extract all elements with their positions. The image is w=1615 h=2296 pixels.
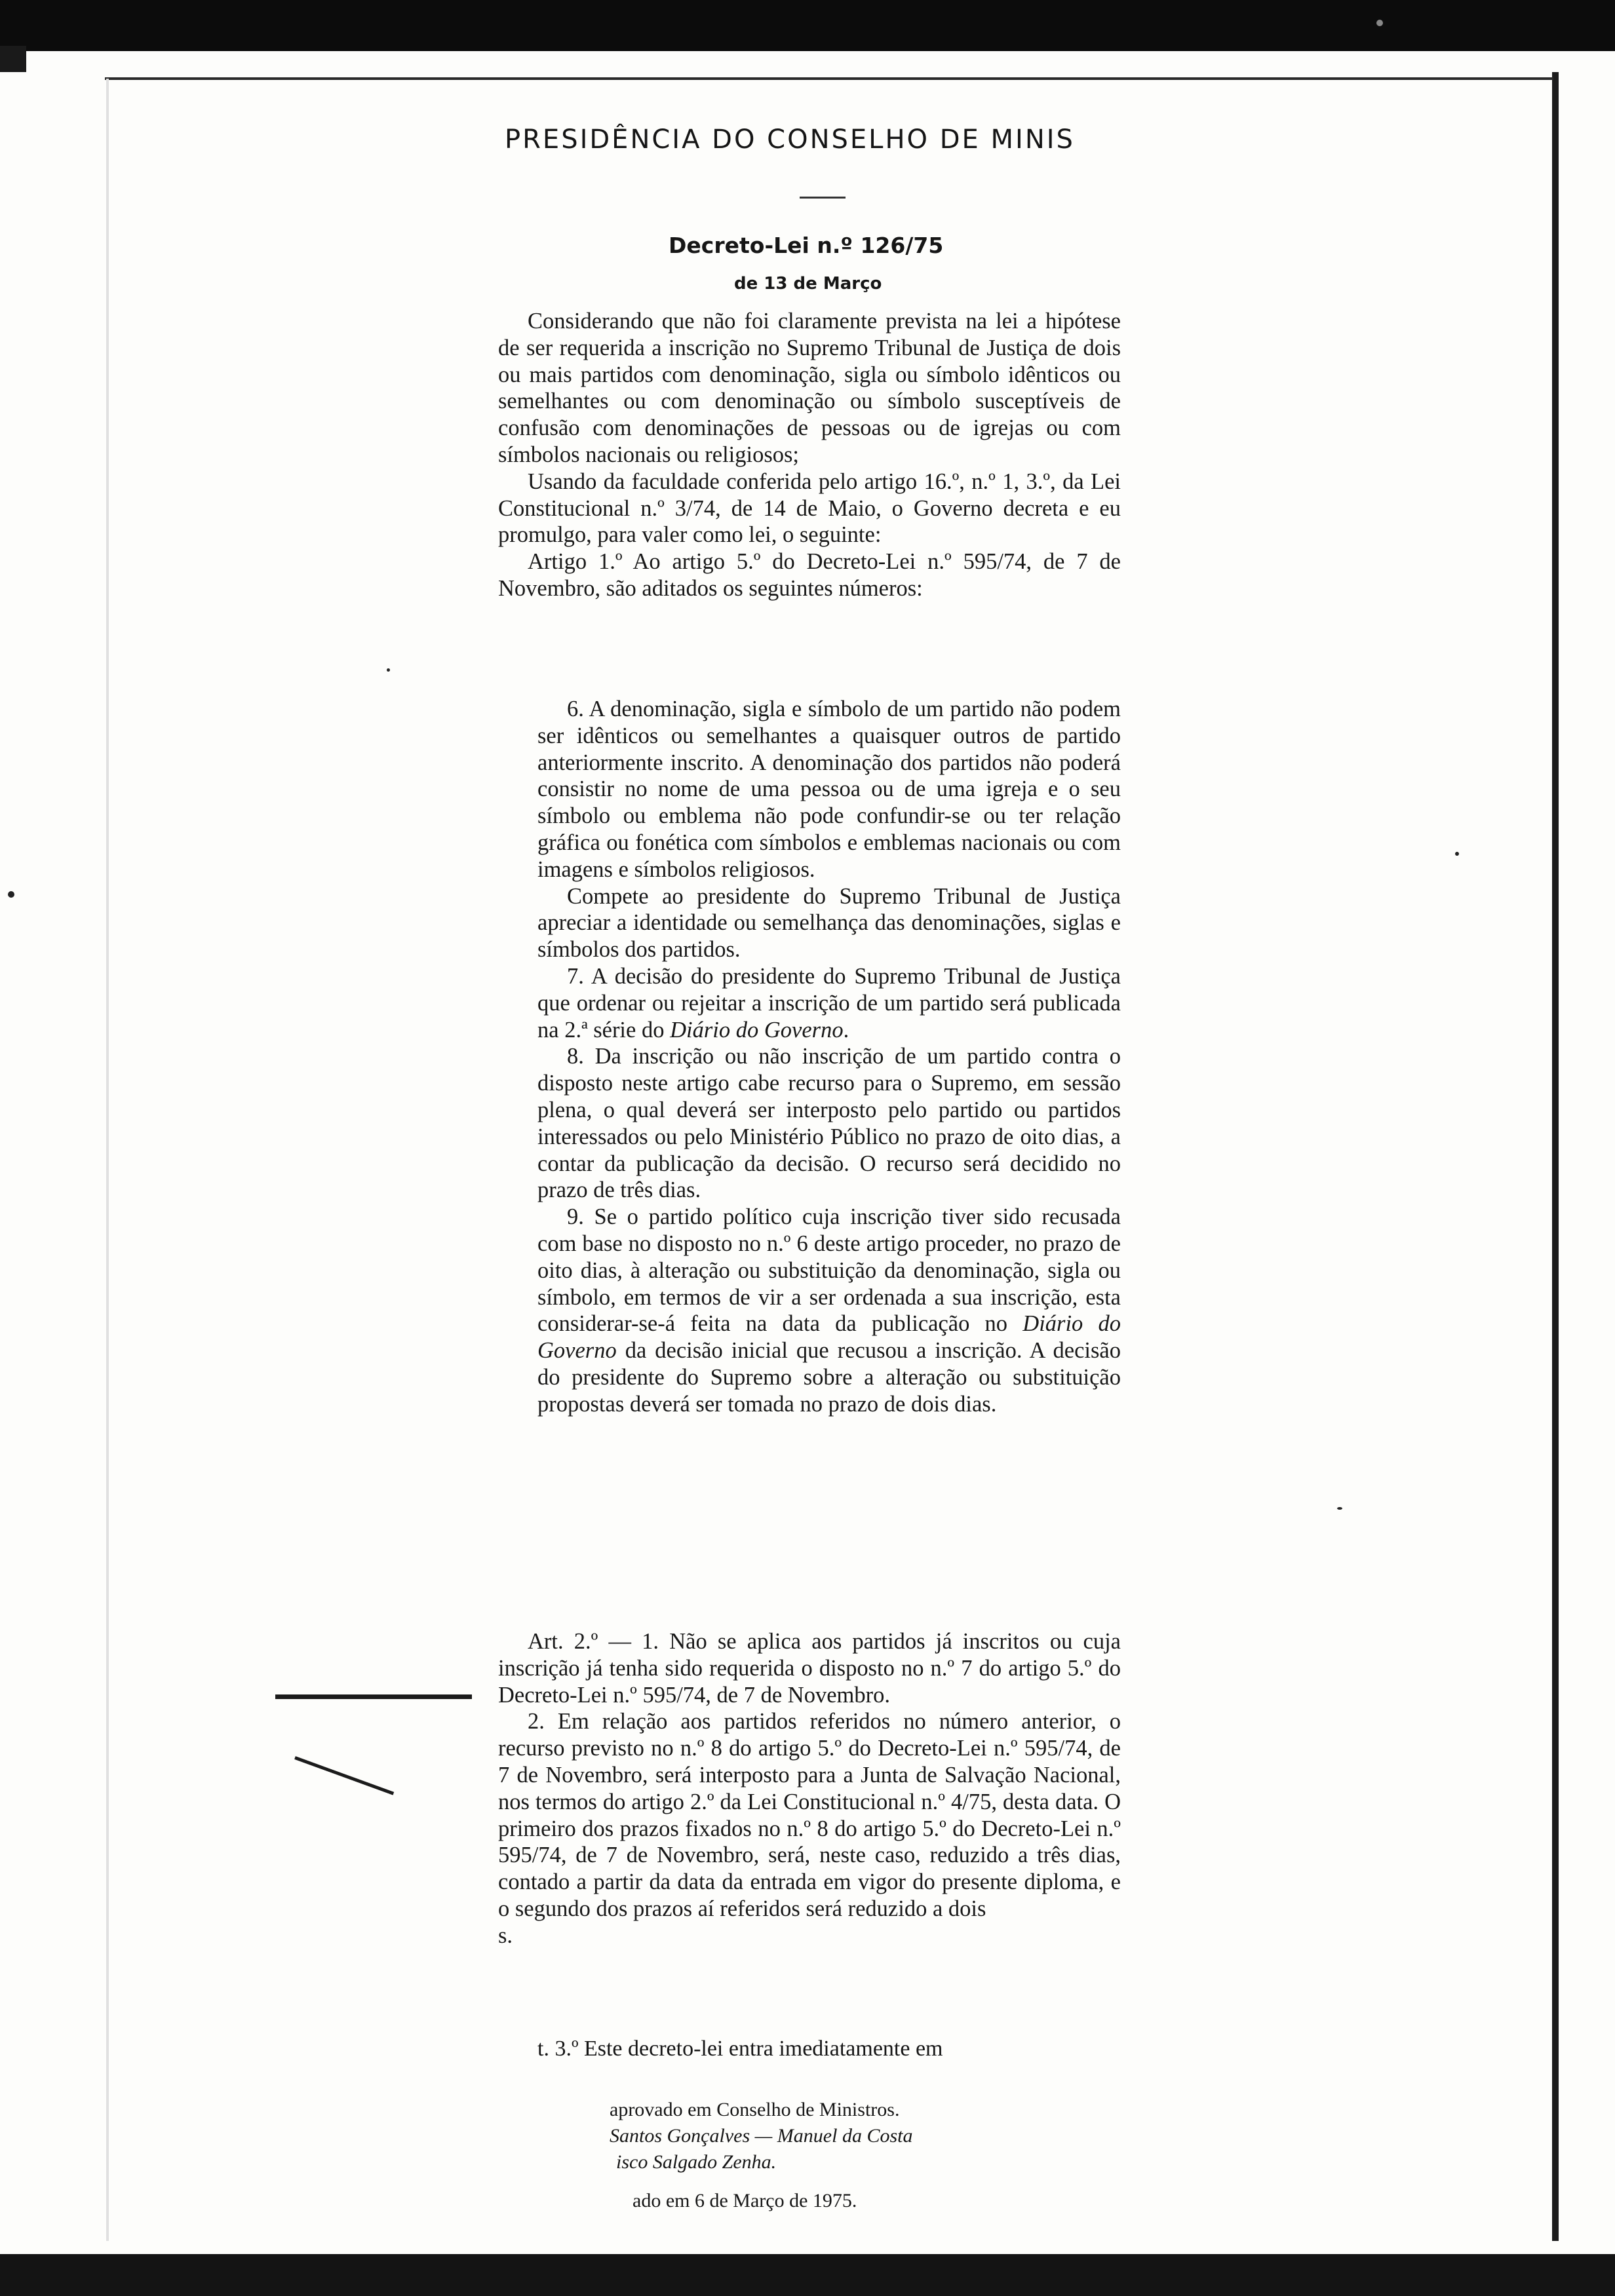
article-number-9 [537,1204,1121,1417]
article-number-7-text: 7. A decisão do presidente do Supremo Tribunal de Justiça que ordenar ou rejeitar a inscrição de um partido será publicada na 2.ª série do [537,963,1121,1043]
page-left-edge [106,79,109,2241]
speckle [1376,20,1383,26]
institution-header: PRESIDÊNCIA DO CONSELHO DE MINIS [505,124,1075,155]
page-top-rule [105,77,1553,80]
promulgation-date: ado em 6 de Março de 1975. [632,2190,857,2211]
article-number-6: 6. A denominação, sigla e símbolo de um partido não podem ser idênticos ou semelhantes a quaisquer outros de partido anteriormente inscrito. A denominação dos partidos não poderá consistir no nome de uma pessoa ou de uma igreja e o seu símbolo ou emblema não pode confundir-se ou ter relação gráfica ou fonética com símbolos e emblemas nacionais ou com imagens e símbolos religiosos. [537,697,1121,882]
journal-title: Diário do Governo [670,1017,844,1043]
page-corner-mark [0,46,26,72]
speckle [1337,1507,1342,1510]
article-3: t. 3.º Este decreto-lei entra imediatamente em [537,2037,943,2061]
decree-date: de 13 de Março [734,274,882,294]
journal-title: Diário do Governo [537,1311,1121,1364]
approval-line: aprovado em Conselho de Ministros. [610,2099,900,2120]
speckle [8,891,14,898]
page-edge-right [1552,72,1559,2241]
article-number-8: 8. Da inscrição ou não inscrição de um partido contra o disposto neste artigo cabe recurso para o Supremo, em sessão plena, o qual deverá ser interposto pelo partido ou partidos interessados ou pelo Ministério Público no prazo de oito dias, a contar da publicação da decisão. O recurso será decidido no prazo de três dias. [537,1044,1121,1203]
article-number-7-end: . [843,1017,849,1043]
article-number-9-end: da decisão inicial que recusou a inscrição. A decisão do presidente do Supremo sobre a alteração ou substituição propostas deverá ser tomada no prazo de dois dias. [537,1338,1121,1417]
article-2-number-2-tail: s. [498,1923,513,1948]
scan-scratch-mark [294,1756,394,1795]
article-1-intro: Artigo 1.º Ao artigo 5.º do Decreto-Lei n.º 595/74, de 7 de Novembro, são aditados os seguintes números: [498,549,1121,601]
article-number-9-text: 9. Se o partido político cuja inscrição tiver sido recusada com base no disposto no n.º 6 deste artigo proceder, no prazo de oito dias, à alteração ou substituição da denominação, sigla ou símbolo, em termos de vir a ser ordenada a sua inscrição, esta considerar-se-á feita na data da publicação no [537,1204,1121,1337]
preamble-column [498,308,1121,602]
scan-border-top [0,0,1615,51]
article-2-number-2-text: 2. Em relação aos partidos referidos no número anterior, o recurso previsto no n.º 8 do artigo 5.º do Decreto-Lei n.º 595/74, de 7 de Novembro, será interposto para a Junta de Salvação Nacional, nos termos do artigo 2.º da Lei Constitucional n.º 4/75, desta data. O primeiro dos prazos fixados no n.º 8 do artigo 5.º do Decreto-Lei n.º 595/74, de 7 de Novembro, será, neste caso, reduzido a três dias, contado a partir da data da entrada em vigor do presente diploma, e o segundo dos prazos aí referidos será reduzido a dois [498,1709,1121,1921]
preamble-paragraph: Usando da faculdade conferida pelo artigo 16.º, n.º 1, 3.º, da Lei Constitucional n.º 3/74, de 14 de Maio, o Governo decreta e eu promulgo, para valer como lei, o seguinte: [498,469,1121,548]
scan-border-bottom [0,2254,1615,2296]
article-2 [498,1628,1121,1949]
article-number-7 [537,963,1121,1043]
signature-block [610,2097,1121,2175]
article-2-number-2 [498,1708,1121,1949]
signatory-names: isco Salgado Zenha. [616,2151,777,2173]
speckle [387,668,390,672]
preamble-paragraph: Considerando que não foi claramente prevista na lei a hipótese de ser requerida a inscrição no Supremo Tribunal de Justiça de dois ou mais partidos com denominação, sigla ou símbolo idênticos ou semelhantes ou com denominação ou símbolo susceptíveis de confusão com denominações de pessoas ou de igrejas ou com símbolos nacionais ou religiosos; [498,309,1121,467]
decree-title: Decreto-Lei n.º 126/75 [669,233,944,258]
article-1-numbers [537,696,1121,1418]
signatory-names: Santos Gonçalves — Manuel da Costa [610,2125,913,2147]
article-number-6-competence: Compete ao presidente do Supremo Tribunal de Justiça apreciar a identidade ou semelhança das denominações, siglas e símbolos dos partidos. [537,883,1121,963]
scan-scratch-mark [275,1694,472,1699]
header-divider [800,197,846,199]
article-2-number-1: Art. 2.º — 1. Não se aplica aos partidos já inscritos ou cuja inscrição já tenha sido requerida o disposto no n.º 7 do artigo 5.º do Decreto-Lei n.º 595/74, de 7 de Novembro. [498,1629,1121,1708]
speckle [1455,852,1459,856]
